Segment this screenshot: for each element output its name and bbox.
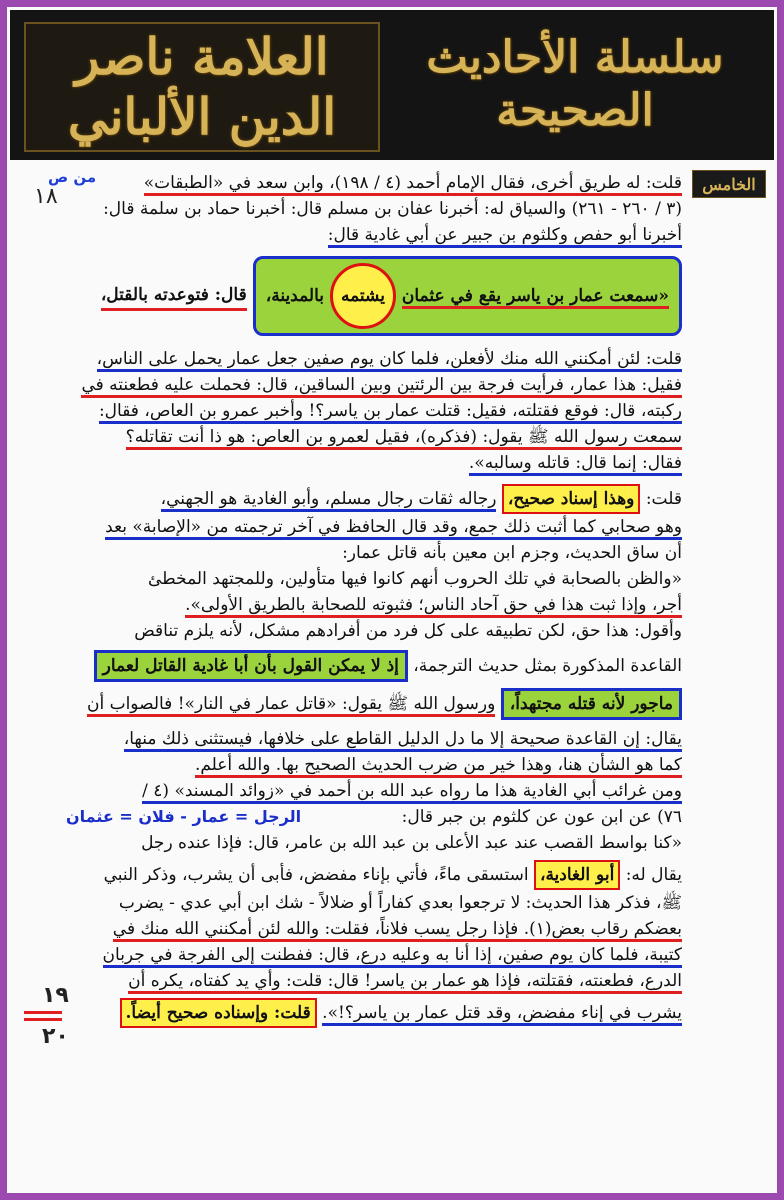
text-span: يشرب في إناء مفضض، وقد قتل عمار بن ياسر؟!».: [322, 1003, 682, 1026]
text-span: ركبته، قال: فوقع فقتلته، فقيل: قتلت عمار بن ياسر؟! وأخبر عمرو بن العاص، فقال:: [99, 401, 682, 424]
quote-highlight-row: [66, 256, 682, 336]
argument-highlight: إذ لا يمكن القول بأن أبا غادية القاتل لعمار: [94, 650, 408, 682]
final-sahih-highlight: قلت: وإسناده صحيح أيضاً.: [120, 998, 317, 1028]
text-line: «كنا بواسط القصب عند عبد الأعلى بن عبد الله بن عامر، قال: فإذا عنده رجل: [141, 833, 682, 853]
page-number-18: ١٨: [34, 184, 58, 209]
series-title-banner: سلسلة الأحاديث الصحيحة: [426, 32, 724, 136]
text-span: ورسول الله ﷺ يقول: «قاتل عمار في النار»! فالصواب أن: [87, 694, 495, 717]
page-break-rule-bottom: [24, 1018, 62, 1021]
text-span: سمعت رسول الله ﷺ يقول: (فذكره)، فقيل لعمرو بن العاص: هو ذا أنت تقاتله؟: [126, 427, 682, 450]
volume-label: الخامس: [692, 170, 766, 198]
highlighted-quote: [253, 256, 682, 336]
text-line: [66, 514, 682, 540]
text-span: ٧٦) عن ابن عون عن كلثوم بن جبر قال:: [401, 807, 682, 827]
text-line: [66, 398, 682, 424]
book-text: [66, 170, 682, 1190]
text-span: رجاله ثقات رجال مسلم، وأبو الغادية هو الجهني،: [161, 489, 497, 512]
text-line: وأقول: هذا حق، لكن تطبيقه على كل فرد من أفرادهم مشكل، لأنه يلزم تناقض: [134, 621, 682, 641]
text-line: [66, 450, 682, 476]
text-line: [66, 860, 682, 890]
text-span: القاعدة المذكورة بمثل حديث الترجمة،: [413, 656, 682, 676]
text-span: وهو صحابي كما أثبت ذلك جمع، وقد قال الحافظ في آخر ترجمته من «الإصابة» بعد: [105, 517, 682, 540]
text-line: [66, 968, 682, 994]
text-line: [66, 372, 682, 398]
text-line: [66, 916, 682, 942]
text-line: [66, 752, 682, 778]
sahih-highlight: وهذا إسناد صحيح،: [502, 484, 641, 514]
argument-highlight-cont: ماجور لأنه قتله مجتهداً،: [501, 688, 682, 720]
page-break-rule-top: [24, 1011, 62, 1014]
text-span: قلت:: [645, 489, 682, 509]
text-line: [66, 804, 682, 830]
page-number-19: ١٩: [42, 983, 69, 1008]
text-line: (٣ / ٢٦٠ - ٢٦١) والسياق له: أخبرنا عفان بن مسلم قال: أخبرنا حماد بن سلمة قال:: [103, 199, 682, 219]
text-line: [66, 222, 682, 248]
text-line: [66, 170, 682, 196]
threat-phrase: قال: فتوعدته بالقتل،: [101, 282, 247, 311]
text-span: بعضكم رقاب بعض(١). فإذا رجل يسب فلاناً، فقلت: والله لئن أمكنني الله منك في: [113, 919, 682, 942]
text-span: أجر، وإذا ثبت هذا في حق آحاد الناس؛ فثبوته للصحابة بالطريق الأولى».: [185, 595, 682, 618]
text-span: كما هو الشأن هنا، وهذا خير من ضرب الحديث الصحيح بها. والله أعلم.: [195, 755, 682, 778]
page-number-20: ٢٠: [42, 1024, 69, 1049]
annotation-note: الرجل = عمار - فلان = عثمان: [66, 807, 302, 826]
text-span: يقال له:: [625, 865, 682, 885]
text-span: كتيبة، فلما كان يوم صفين، إذا أنا به وعليه درع، قال: ففطنت إلى الفرجة في جربان: [103, 945, 682, 968]
text-line: [66, 424, 682, 450]
text-line: «والظن بالصحابة في تلك الحروب أنهم كانوا فيها متأولين، وللمجتهد المخطئ: [148, 569, 682, 589]
quote-part: بالمدينة،: [265, 286, 325, 306]
circled-word: يشتمه: [330, 263, 396, 329]
name-highlight: أبو الغادية،: [534, 860, 620, 890]
text-span: أخبرنا أبو حفص وكلثوم بن جبير عن أبي غادية قال:: [328, 225, 682, 248]
text-line: [66, 778, 682, 804]
text-line: [66, 346, 682, 372]
text-span: يقال: إن القاعدة صحيحة إلا ما دل الدليل القاطع على خلافها، فيستثنى ذلك منها،: [124, 729, 682, 752]
text-span: فقيل: هذا عمار، فرأيت فرجة بين الرئتين وبين الساقين، قال: فحملت عليه فطعنته في: [81, 375, 682, 398]
book-cover-header: [10, 10, 774, 160]
author-banner: العلامة ناصر الدين الألباني: [24, 22, 380, 152]
text-line: ﷺ، فذكر هذا الحديث: لا ترجعوا بعدي كفاراً أو ضلالاً - شك ابن أبي عدي - يضرب: [118, 893, 682, 913]
quote-part: «سمعت عمار بن ياسر يقع في عثمان: [402, 286, 669, 309]
text-span: قلت: لئن أمكنني الله منك لأفعلن، فلما كان يوم صفين جعل عمار يحمل على الناس،: [97, 349, 682, 372]
text-span: فقال: إنما قال: قاتله وسالبه».: [469, 453, 682, 476]
text-line: أن ساق الحديث، وجزم ابن معين بأنه قاتل عمار:: [342, 543, 682, 563]
page-ref-label: من ص: [48, 168, 97, 186]
text-span: استسقى ماءً، فأتي بإناء مفضض، فأبى أن يشرب، وذكر النبي: [103, 865, 529, 885]
text-line: [66, 726, 682, 752]
text-line: [66, 998, 682, 1028]
text-line: [66, 650, 682, 682]
text-span: ومن غرائب أبي الغادية هذا ما رواه عبد الله بن أحمد في «زوائد المسند» (٤ /: [142, 781, 682, 804]
text-line: [66, 484, 682, 514]
text-line: [66, 592, 682, 618]
text-span: الدرع، فطعنته، فقتلته، فإذا هو عمار بن ياسر! قال: قلت: وأي يد كفتاه، يكره أن: [128, 971, 682, 994]
text-line: [66, 942, 682, 968]
text-span: قلت: له طريق أخرى، فقال الإمام أحمد (٤ / ١٩٨)، وابن سعد في «الطبقات»: [144, 173, 682, 196]
text-line: [66, 688, 682, 720]
